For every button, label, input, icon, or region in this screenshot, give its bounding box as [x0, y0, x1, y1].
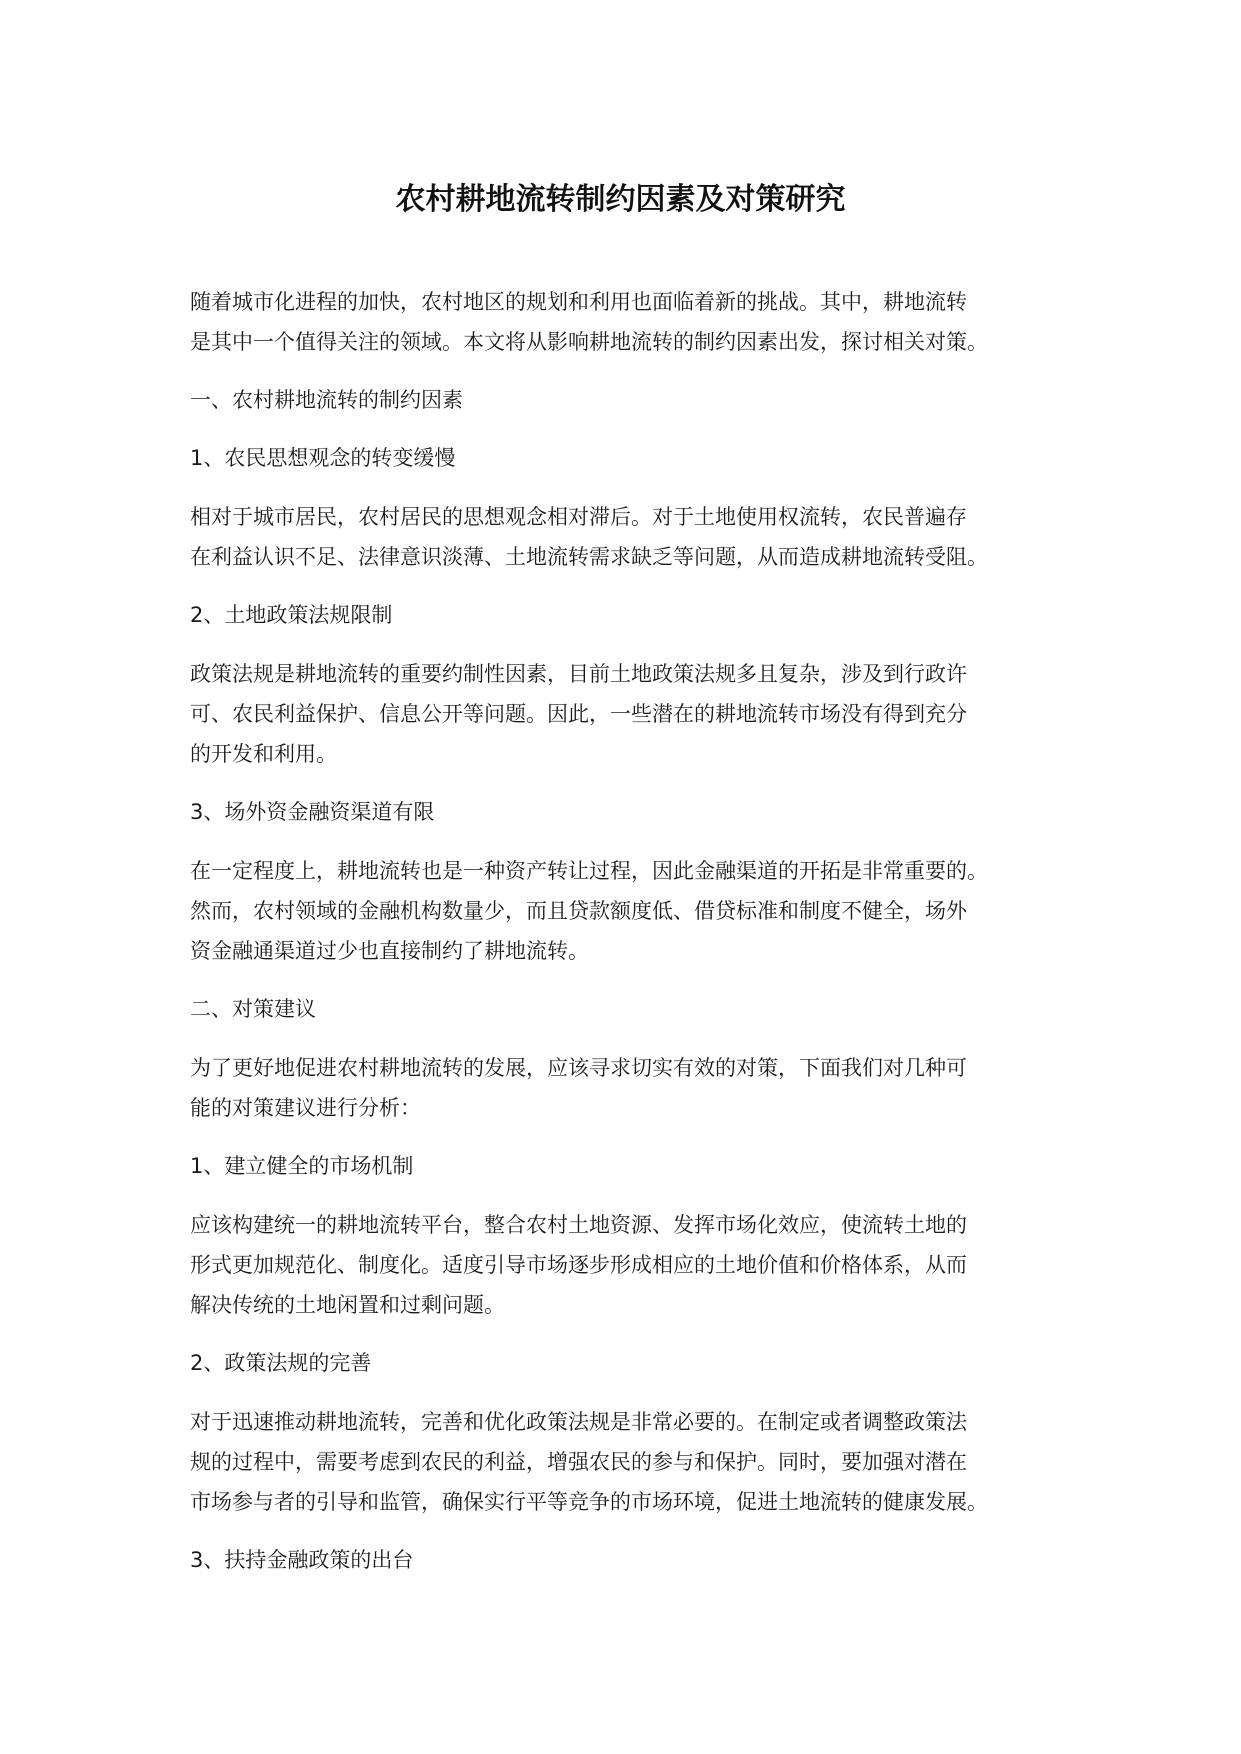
text-line: 规的过程中，需要考虑到农民的利益，增强农民的参与和保护。同时，要加强对潜在 [190, 1450, 967, 1474]
text-line: 应该构建统一的耕地流转平台，整合农村土地资源、发挥市场化效应，使流转土地的 [190, 1213, 967, 1237]
subheading-1-3 [190, 792, 1070, 832]
text-line: 为了更好地促进农村耕地流转的发展，应该寻求切实有效的对策，下面我们对几种可 [190, 1056, 967, 1080]
text-line: 3、场外资金融资渠道有限 [190, 800, 435, 824]
text-line: 1、农民思想观念的转变缓慢 [190, 446, 456, 470]
text-line: 解决传统的土地闲置和过剩问题。 [190, 1293, 505, 1317]
paragraph [190, 1048, 1070, 1128]
section-heading-2 [190, 989, 1070, 1029]
text-line: 对于迅速推动耕地流转，完善和优化政策法规是非常必要的。在制定或者调整政策法 [190, 1410, 967, 1434]
text-line: 相对于城市居民，农村居民的思想观念相对滞后。对于土地使用权流转，农民普遍存 [190, 505, 967, 529]
text-line: 资金融通渠道过少也直接制约了耕地流转。 [190, 939, 589, 963]
paragraph [190, 851, 1070, 971]
text-line: 市场参与者的引导和监管，确保实行平等竞争的市场环境，促进土地流转的健康发展。 [190, 1490, 988, 1514]
document-title: 农村耕地流转制约因素及对策研究 [395, 182, 846, 217]
intro-paragraph [190, 282, 1070, 362]
text-line: 形式更加规范化、制度化。适度引导市场逐步形成相应的土地价值和价格体系，从而 [190, 1253, 967, 1277]
subheading-1-1 [190, 438, 1070, 478]
text-line: 2、土地政策法规限制 [190, 603, 393, 627]
section-heading-1 [190, 380, 1070, 420]
subheading-2-1 [190, 1146, 1070, 1186]
paragraph [190, 497, 1070, 577]
text-line: 可、农民利益保护、信息公开等问题。因此，一些潜在的耕地流转市场没有得到充分 [190, 702, 967, 726]
text-line: 随着城市化进程的加快，农村地区的规划和利用也面临着新的挑战。其中，耕地流转 [190, 290, 967, 314]
paragraph [190, 654, 1070, 774]
text-line: 是其中一个值得关注的领域。本文将从影响耕地流转的制约因素出发，探讨相关对策。 [190, 330, 988, 354]
subheading-2-2 [190, 1343, 1070, 1383]
paragraph [190, 1402, 1070, 1522]
text-line: 的开发和利用。 [190, 742, 337, 766]
text-line: 2、政策法规的完善 [190, 1351, 372, 1375]
text-line: 3、扶持金融政策的出台 [190, 1548, 414, 1572]
text-line: 二、对策建议 [190, 997, 316, 1021]
subheading-2-3 [190, 1540, 1070, 1580]
text-line: 1、建立健全的市场机制 [190, 1154, 414, 1178]
text-line: 能的对策建议进行分析： [190, 1096, 421, 1120]
subheading-1-2 [190, 595, 1070, 635]
text-line: 政策法规是耕地流转的重要约制性因素，目前土地政策法规多且复杂，涉及到行政许 [190, 662, 967, 686]
text-line: 然而，农村领域的金融机构数量少，而且贷款额度低、借贷标准和制度不健全，场外 [190, 899, 967, 923]
text-line: 在一定程度上，耕地流转也是一种资产转让过程，因此金融渠道的开拓是非常重要的。 [190, 859, 988, 883]
text-line: 在利益认识不足、法律意识淡薄、土地流转需求缺乏等问题，从而造成耕地流转受阻。 [190, 545, 988, 569]
paragraph [190, 1205, 1070, 1325]
text-line: 一、农村耕地流转的制约因素 [190, 388, 463, 412]
